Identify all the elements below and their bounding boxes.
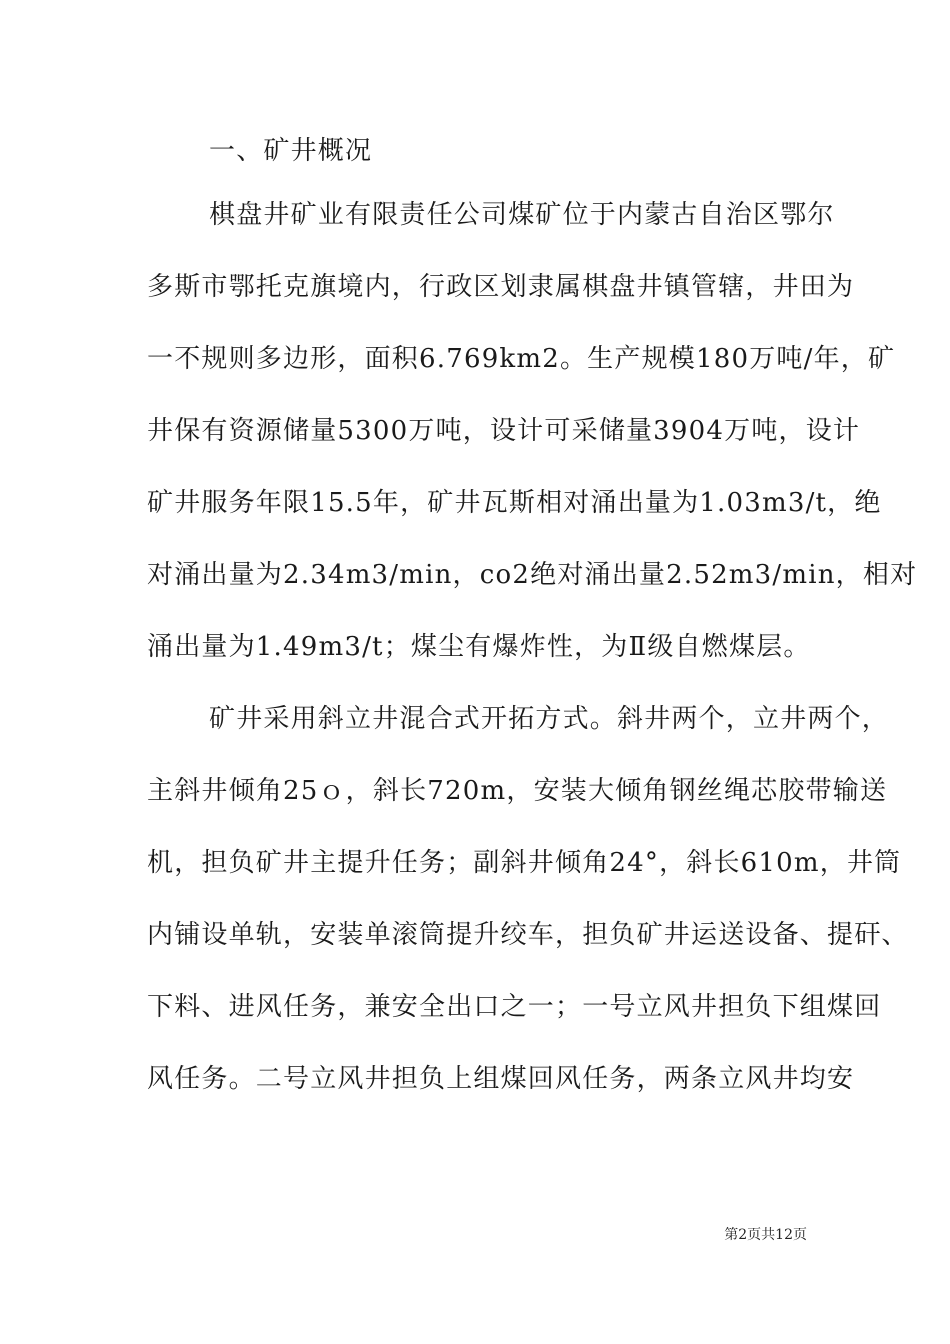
paragraph-line: 棋盘井矿业有限责任公司煤矿位于内蒙古自治区鄂尔 bbox=[209, 200, 835, 230]
page-number: 第2页共12页 bbox=[724, 1227, 807, 1243]
paragraph-line: 机，担负矿井主提升任务；副斜井倾角24°，斜长610m，井筒 bbox=[147, 848, 902, 878]
paragraph-line: 主斜井倾角25ｏ，斜长720m，安装大倾角钢丝绳芯胶带输送 bbox=[147, 776, 888, 806]
paragraph-line: 矿井采用斜立井混合式开拓方式。斜井两个，立井两个， bbox=[209, 704, 890, 734]
paragraph-line: 多斯市鄂托克旗境内，行政区划隶属棋盘井镇管辖，井田为 bbox=[147, 272, 855, 302]
paragraph-line: 对涌出量为2.34m3/min，co2绝对涌出量2.52m3/min，相对 bbox=[147, 560, 918, 590]
paragraph-line: 井保有资源储量5300万吨，设计可采储量3904万吨，设计 bbox=[147, 416, 861, 446]
paragraph-line: 涌出量为1.49m3/t；煤尘有爆炸性，为Ⅱ级自燃煤层。 bbox=[147, 632, 811, 662]
section-heading: 一、矿井概况 bbox=[209, 136, 373, 166]
paragraph-line: 矿井服务年限15.5年，矿井瓦斯相对涌出量为1.03m3/t，绝 bbox=[147, 488, 882, 518]
paragraph-line: 风任务。二号立风井担负上组煤回风任务，两条立风井均安 bbox=[147, 1064, 855, 1094]
paragraph-line: 下料、进风任务，兼安全出口之一；一号立风井担负下组煤回 bbox=[147, 992, 882, 1022]
paragraph-line: 一不规则多边形，面积6.769km2。生产规模180万吨/年，矿 bbox=[147, 344, 896, 374]
paragraph-line: 内铺设单轨，安装单滚筒提升绞车，担负矿井运送设备、提矸、 bbox=[147, 920, 909, 950]
